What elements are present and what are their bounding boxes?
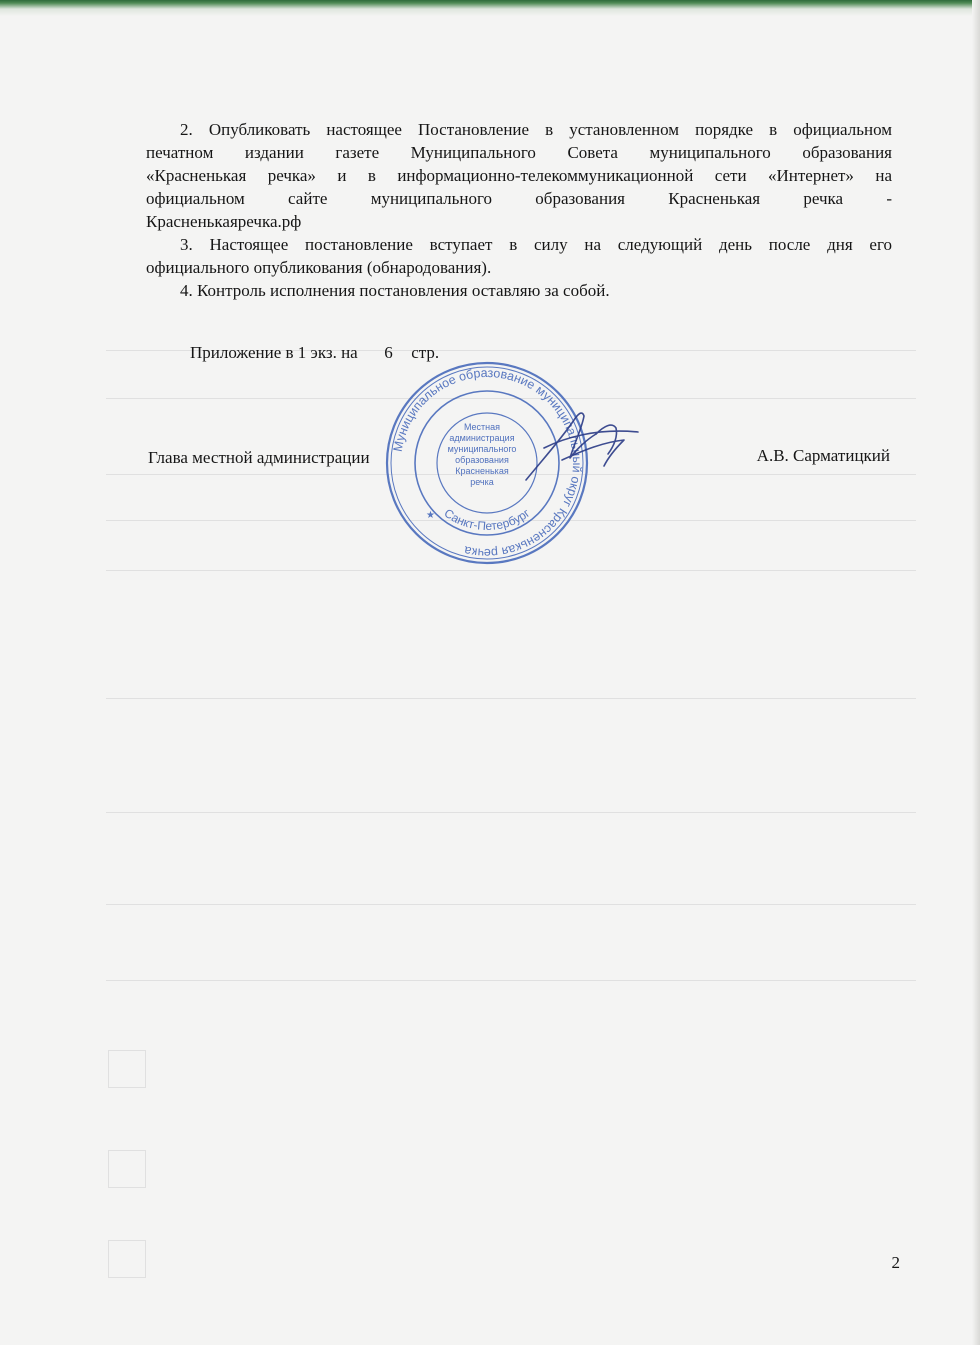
appendix-pages: 6 <box>384 343 393 362</box>
item-2-line-5: Красненькаяречка.рф <box>146 212 302 231</box>
item-4: 4. Контроль исполнения постановления оставляю за собой. <box>180 281 610 300</box>
svg-text:Санкт-Петербург <box>442 506 533 534</box>
item-2-line-4: официальном сайте муниципального образования Красненькая речка - <box>146 189 892 208</box>
item-3-line-2: официального опубликования (обнародования). <box>146 258 492 277</box>
stamp-center-line-5: Красненькая <box>455 466 509 476</box>
item-3-line-1: 3. Настоящее постановление вступает в силу на следующий день после дня его <box>180 235 892 254</box>
signatory-name: А.В. Сарматицкий <box>756 446 890 465</box>
item-2-line-1: 2. Опубликовать настоящее Постановление в установленном порядке в официальном <box>180 120 892 139</box>
stamp-center-line-4: образования <box>455 455 509 465</box>
page-top-edge <box>0 0 980 16</box>
page-right-edge <box>972 0 980 1345</box>
stamp-outer-text: Муниципальное образование муниципальный округ Красненькая речка <box>390 365 585 561</box>
appendix-prefix: Приложение в 1 экз. на <box>190 343 358 362</box>
stamp-center-line-6: речка <box>470 477 494 487</box>
stamp-center-line-1: Местная <box>463 422 501 432</box>
page-number: 2 <box>891 1253 900 1272</box>
stamp-city: Санкт-Петербург <box>441 505 533 534</box>
stamp-center-line-3: муниципального <box>447 444 517 454</box>
handwritten-signature <box>504 398 644 490</box>
signatory-position: Глава местной администрации <box>148 448 370 467</box>
stamp-center-line-2: администрация <box>449 433 515 443</box>
item-2-line-3: «Красненькая речка» и в информационно-телекоммуникационной сети «Интернет» на <box>146 166 892 185</box>
body-text <box>146 118 892 302</box>
appendix-suffix: стр. <box>411 343 440 362</box>
stamp-star-icon: ★ <box>426 510 435 521</box>
item-2-line-2: печатном издании газете Муниципального Совета муниципального образования <box>146 143 892 162</box>
